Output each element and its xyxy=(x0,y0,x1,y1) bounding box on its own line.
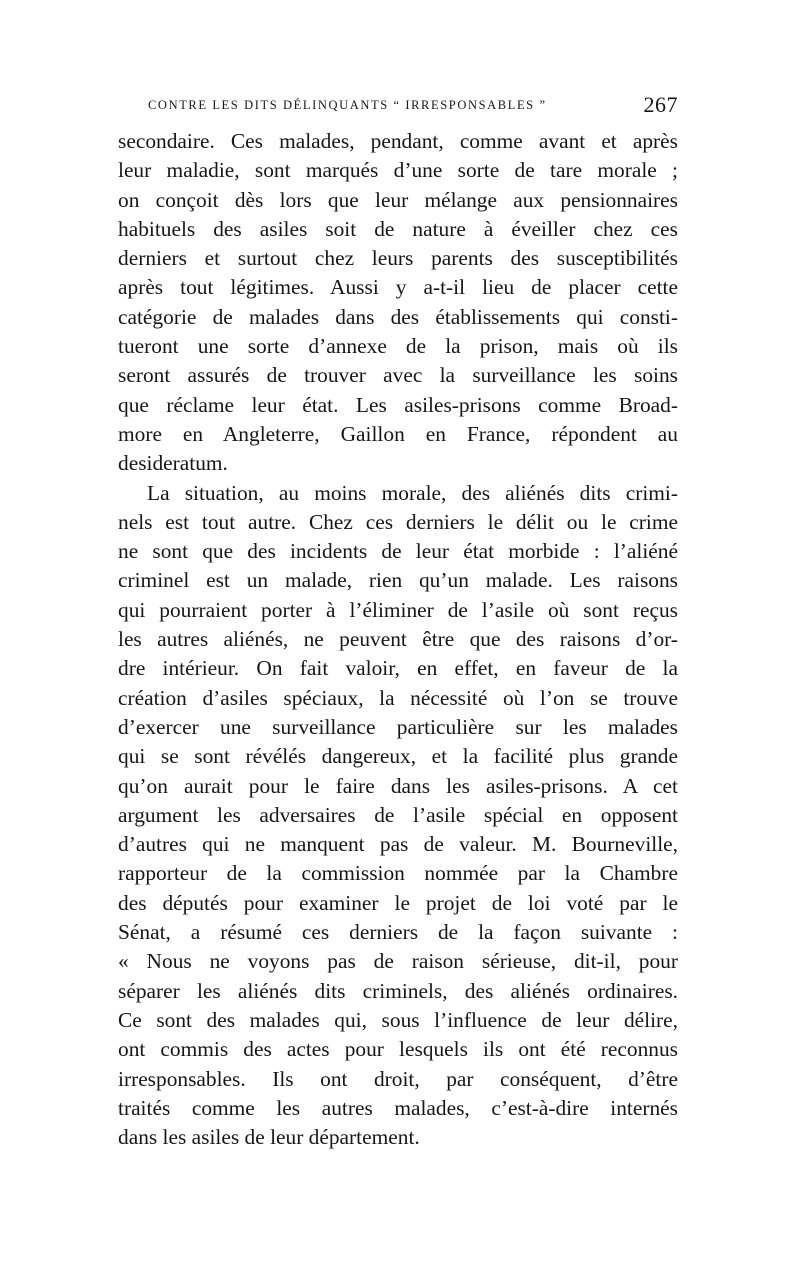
text-line: « Nous ne voyons pas de raison sérieuse, dit-il, pour xyxy=(118,949,678,974)
paragraph-2 xyxy=(118,479,678,1153)
text-line: ont commis des actes pour lesquels ils ont été reconnus xyxy=(118,1037,678,1062)
text-line: d’autres qui ne manquent pas de valeur. M. Bourneville, xyxy=(118,832,678,857)
text-line: argument les adversaires de l’asile spécial en opposent xyxy=(118,802,678,827)
running-head xyxy=(148,92,678,120)
text-line: qu’on aurait pour le faire dans les asiles-prisons. A cet xyxy=(118,773,678,798)
text-line: La situation, au moins morale, des aliénés dits crimi- xyxy=(147,480,678,505)
text-line: catégorie de malades dans des établissements qui consti- xyxy=(118,304,678,329)
text-line: après tout légitimes. Aussi y a-t-il lieu de placer cette xyxy=(118,275,678,300)
text-line: d’exercer une surveillance particulière sur les malades xyxy=(118,714,678,739)
text-line: que réclame leur état. Les asiles-prisons comme Broad- xyxy=(118,392,678,417)
text-line: dans les asiles de leur département. xyxy=(118,1125,420,1150)
text-line: Ce sont des malades qui, sous l’influence de leur délire, xyxy=(118,1007,678,1032)
text-line: nels est tout autre. Chez ces derniers le délit ou le crime xyxy=(118,509,678,534)
text-line: secondaire. Ces malades, pendant, comme avant et après xyxy=(118,129,678,153)
running-title: CONTRE LES DITS DÉLINQUANTS “ IRRESPONSABLES ” xyxy=(148,98,547,112)
text-line: seront assurés de trouver avec la surveillance les soins xyxy=(118,363,678,388)
text-line: dre intérieur. On fait valoir, en effet, en faveur de la xyxy=(118,656,678,681)
text-line: habituels des asiles soit de nature à éveiller chez ces xyxy=(118,216,678,241)
text-line: rapporteur de la commission nommée par la Chambre xyxy=(118,861,678,886)
text-line: irresponsables. Ils ont droit, par conséquent, d’être xyxy=(118,1066,678,1091)
text-line: on conçoit dès lors que leur mélange aux pensionnaires xyxy=(118,187,678,212)
text-line: séparer les aliénés dits criminels, des aliénés ordinaires. xyxy=(118,978,678,1003)
text-line: desideratum. xyxy=(118,451,228,476)
text-line: les autres aliénés, ne peuvent être que des raisons d’or- xyxy=(118,627,678,652)
text-line: traités comme les autres malades, c’est-à-dire internés xyxy=(118,1095,678,1120)
text-line: qui pourraient porter à l’éliminer de l’asile où sont reçus xyxy=(118,597,678,622)
text-line: leur maladie, sont marqués d’une sorte de tare morale ; xyxy=(118,158,678,183)
paragraph-1 xyxy=(118,127,678,479)
text-line: derniers et surtout chez leurs parents des susceptibilités xyxy=(118,246,678,271)
text-line: tueront une sorte d’annexe de la prison, mais où ils xyxy=(118,334,678,359)
text-line: criminel est un malade, rien qu’un malade. Les raisons xyxy=(118,568,678,593)
text-line: qui se sont révélés dangereux, et la facilité plus grande xyxy=(118,744,678,769)
text-line: Sénat, a résumé ces derniers de la façon suivante : xyxy=(118,920,678,945)
page-number: 267 xyxy=(643,92,678,117)
text-line: ne sont que des incidents de leur état morbide : l’aliéné xyxy=(118,539,678,564)
text-line: création d’asiles spéciaux, la nécessité où l’on se trouve xyxy=(118,685,678,710)
body-text xyxy=(118,127,678,1152)
text-line: more en Angleterre, Gaillon en France, répondent au xyxy=(118,421,678,446)
text-line: des députés pour examiner le projet de loi voté par le xyxy=(118,890,678,915)
